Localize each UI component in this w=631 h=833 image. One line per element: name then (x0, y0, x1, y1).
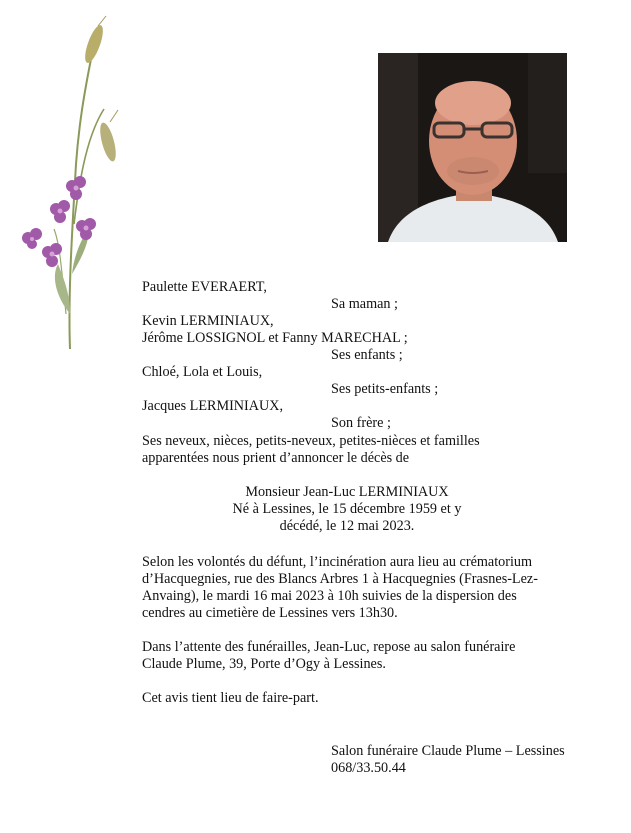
deceased-name: Monsieur Jean-Luc LERMINIAUX (245, 484, 449, 500)
ceremony-line-4: cendres au cimetière de Lessines vers 13h30. (142, 605, 398, 621)
mother-name: Paulette EVERAERT, (142, 279, 267, 295)
deceased-died: décédé, le 12 mai 2023. (279, 518, 415, 534)
extended-family-line-2: apparentées nous prient d’annoncer le décès de (142, 450, 410, 466)
deceased-born: Né à Lessines, le 15 décembre 1959 et y (232, 501, 462, 517)
ceremony-line-3: Anvaing), le mardi 16 mai 2023 à 10h suivies de la dispersion des (142, 588, 517, 604)
mother-role: Sa maman ; (331, 296, 398, 312)
notice-text: Cet avis tient lieu de faire-part. (142, 690, 319, 706)
ceremony-line-1: Selon les volontés du défunt, l’incinération aura lieu au crématorium (142, 554, 533, 570)
children-line-2: Jérôme LOSSIGNOL et Fanny MARECHAL ; (142, 330, 408, 346)
grandchildren-role: Ses petits-enfants ; (331, 381, 439, 397)
ceremony-line-2: d’Hacquegnies, rue des Blancs Arbres 1 à Hacquegnies (Frasnes-Lez- (142, 571, 538, 587)
brother-role: Son frère ; (331, 415, 391, 431)
extended-family-line-1: Ses neveux, nièces, petits-neveux, petites-nièces et familles (142, 433, 480, 449)
funeral-home-phone: 068/33.50.44 (331, 760, 406, 776)
brother-name: Jacques LERMINIAUX, (142, 398, 284, 414)
portrait-photo (378, 53, 567, 242)
rest-line-2: Claude Plume, 39, Porte d’Ogy à Lessines. (142, 656, 386, 672)
children-line-1: Kevin LERMINIAUX, (142, 313, 274, 329)
flower-illustration (14, 14, 124, 359)
grandchildren-names: Chloé, Lola et Louis, (142, 364, 263, 380)
children-role: Ses enfants ; (331, 347, 403, 363)
funeral-home-name: Salon funéraire Claude Plume – Lessines (331, 743, 565, 759)
rest-line-1: Dans l’attente des funérailles, Jean-Luc, repose au salon funéraire (142, 639, 516, 655)
